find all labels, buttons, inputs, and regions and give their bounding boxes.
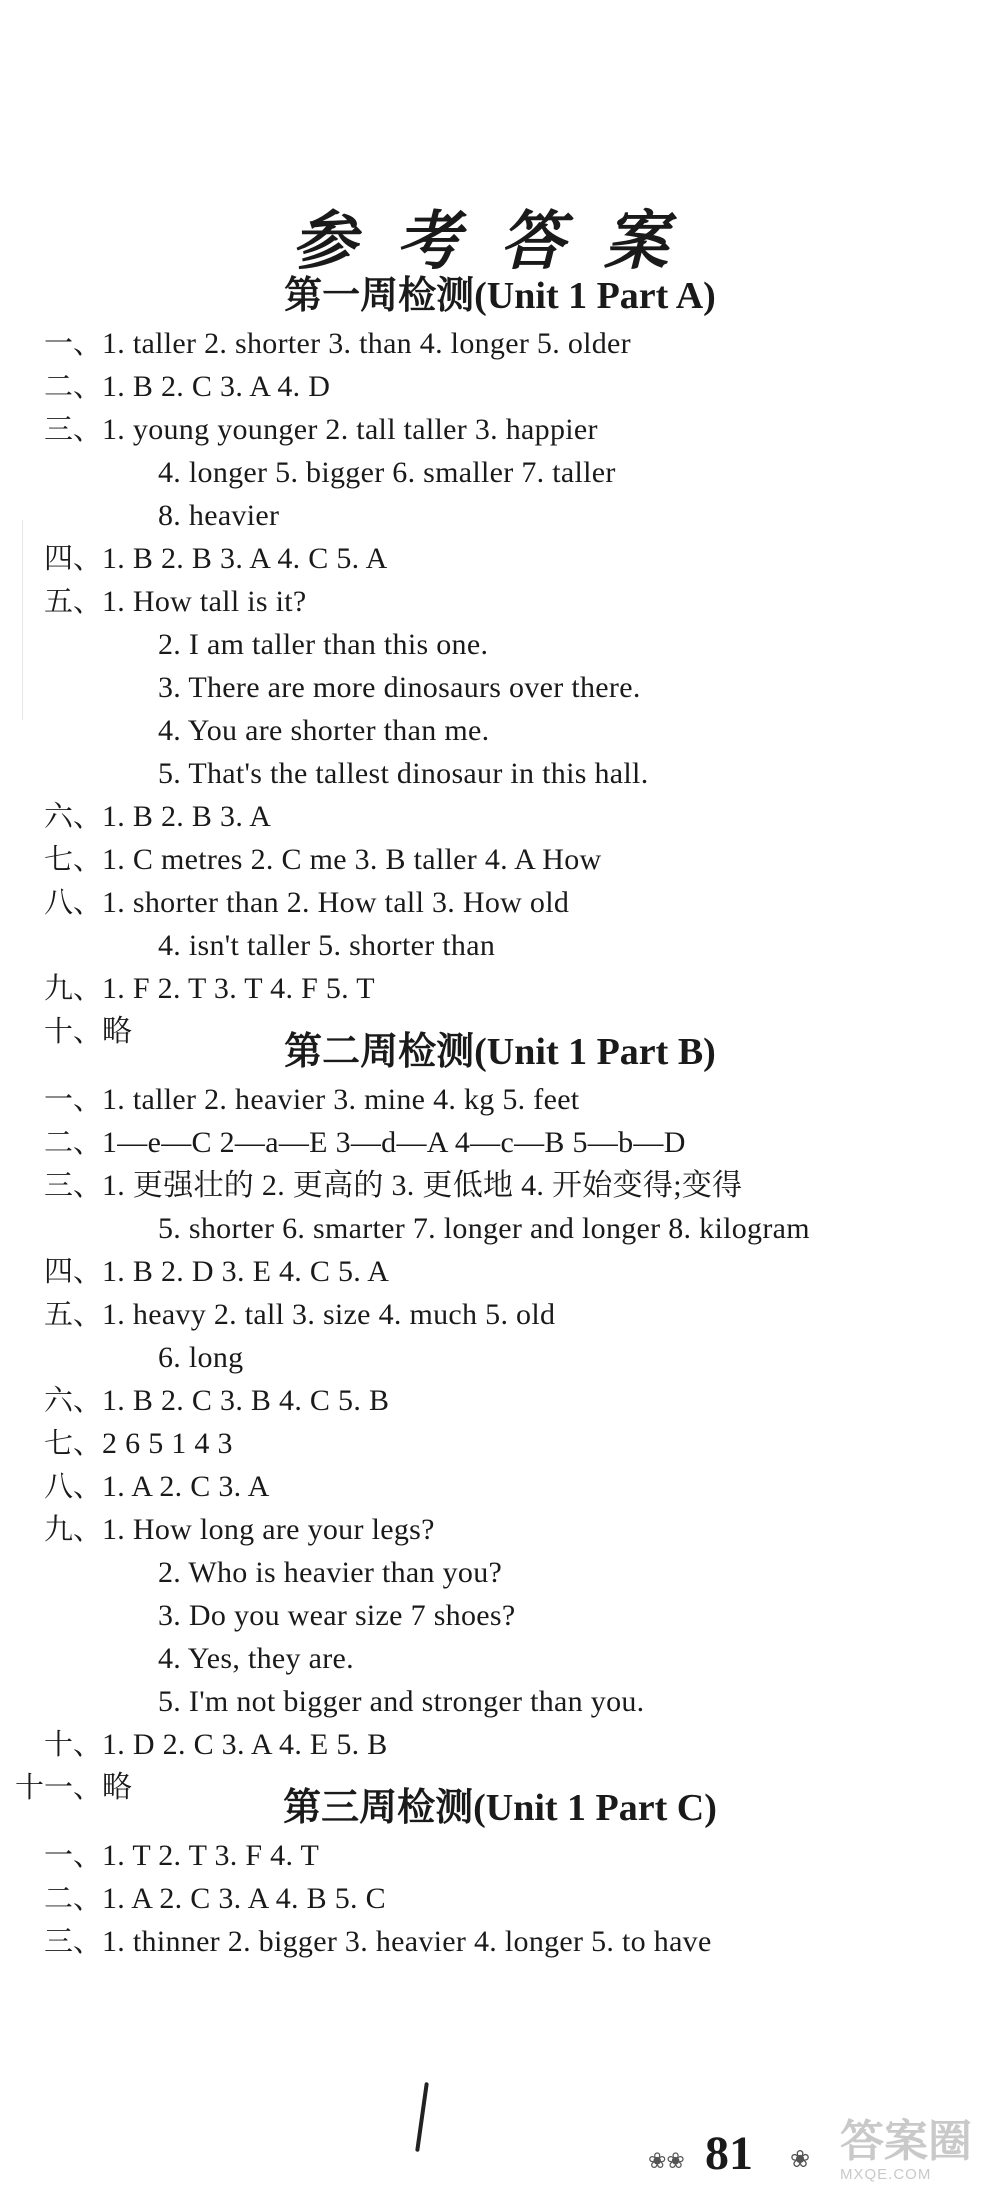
answer-line <box>0 881 1000 924</box>
answer-line <box>0 1465 1000 1508</box>
answer-line <box>0 666 1000 709</box>
section-week-2 <box>0 1026 1000 1809</box>
question-number: 三、 <box>43 1924 102 1958</box>
answer-line <box>0 795 1000 838</box>
answer-line <box>0 1920 1000 1963</box>
answer-text: 4. longer 5. bigger 6. smaller 7. taller <box>158 456 616 489</box>
watermark <box>840 2118 990 2194</box>
section-heading: 第三周检测(Unit 1 Part C) <box>283 1787 717 1829</box>
question-number: 五、 <box>43 1297 102 1331</box>
answer-line <box>0 1551 1000 1594</box>
answer-text: 1—e—C 2—a—E 3—d—A 4—c—B 5—b—D <box>102 1126 686 1159</box>
question-number: 十、 <box>43 1014 102 1048</box>
answer-line <box>0 623 1000 666</box>
section-heading: 第一周检测(Unit 1 Part A) <box>284 275 716 317</box>
answer-text: 1. taller 2. heavier 3. mine 4. kg 5. feet <box>102 1083 580 1116</box>
question-number: 八、 <box>43 885 102 919</box>
question-number: 三、 <box>43 412 102 446</box>
answer-text: 5. shorter 6. smarter 7. longer and longer 8. kilogram <box>158 1212 810 1245</box>
question-number: 一、 <box>43 1838 102 1872</box>
answer-line <box>0 752 1000 795</box>
question-number: 六、 <box>43 799 102 833</box>
answer-line <box>0 408 1000 451</box>
answer-text: 1. B 2. B 3. A 4. C 5. A <box>102 542 388 575</box>
answer-line <box>0 494 1000 537</box>
answer-line <box>0 1422 1000 1465</box>
decoration-right-icon: ❀ <box>790 2147 811 2173</box>
answer-line <box>0 537 1000 580</box>
question-number: 三、 <box>43 1168 102 1202</box>
question-number: 六、 <box>43 1383 102 1417</box>
question-number: 五、 <box>43 584 102 618</box>
question-number: 二、 <box>43 1125 102 1159</box>
answer-text: 1. D 2. C 3. A 4. E 5. B <box>102 1728 388 1761</box>
answer-line <box>0 1078 1000 1121</box>
answer-line <box>0 1207 1000 1250</box>
answer-text: 1. heavy 2. tall 3. size 4. much 5. old <box>102 1298 556 1331</box>
answer-line <box>0 1637 1000 1680</box>
watermark-logo-text: 答案圈 <box>840 2117 972 2166</box>
answer-line <box>0 580 1000 623</box>
answer-line <box>0 1164 1000 1207</box>
answer-text: 1. A 2. C 3. A <box>102 1470 270 1503</box>
answer-text: 1. How tall is it? <box>102 585 307 618</box>
question-number: 七、 <box>43 1426 102 1460</box>
answer-text: 1. B 2. D 3. E 4. C 5. A <box>102 1255 390 1288</box>
question-number: 一、 <box>43 326 102 360</box>
answer-text: 6. long <box>158 1341 244 1374</box>
answer-line <box>0 1723 1000 1766</box>
answer-text: 4. isn't taller 5. shorter than <box>158 929 496 962</box>
answer-line <box>0 365 1000 408</box>
answer-text: 2 6 5 1 4 3 <box>102 1427 233 1460</box>
answer-text: 1. young younger 2. tall taller 3. happier <box>102 413 598 446</box>
answer-text: 1. How long are your legs? <box>102 1513 435 1546</box>
answer-text: 1. F 2. T 3. T 4. F 5. T <box>102 972 375 1005</box>
answer-text: 1. B 2. C 3. A 4. D <box>102 370 331 403</box>
question-number: 八、 <box>43 1469 102 1503</box>
answer-line <box>0 1680 1000 1723</box>
answer-text: 3. Do you wear size 7 shoes? <box>158 1599 516 1632</box>
answer-line <box>0 838 1000 881</box>
answer-line <box>0 1336 1000 1379</box>
answer-line <box>0 1250 1000 1293</box>
answer-text: 4. You are shorter than me. <box>158 714 490 747</box>
answer-text: 8. heavier <box>158 499 280 532</box>
decoration-left-icon: ❀❀ <box>648 2148 685 2173</box>
question-number: 四、 <box>43 541 102 575</box>
section-week-3 <box>0 1782 1000 1963</box>
answer-text: 1. C metres 2. C me 3. B taller 4. A How <box>102 843 602 876</box>
answer-text: 4. Yes, they are. <box>158 1642 354 1675</box>
page-number: 81 <box>705 2127 753 2180</box>
answer-text: 2. I am taller than this one. <box>158 628 489 661</box>
answer-line <box>0 1834 1000 1877</box>
answer-line <box>0 1508 1000 1551</box>
answer-text: 1. T 2. T 3. F 4. T <box>102 1839 320 1872</box>
question-number: 十、 <box>43 1727 102 1761</box>
question-number: 九、 <box>43 1512 102 1546</box>
answer-text: 5. That's the tallest dinosaur in this hall. <box>158 757 649 790</box>
answer-text: 1. taller 2. shorter 3. than 4. longer 5. older <box>102 327 631 360</box>
answer-line <box>0 1877 1000 1920</box>
answer-text: 略 <box>102 1771 133 1804</box>
page-title: 参考答案 <box>292 204 708 279</box>
answer-line <box>0 322 1000 365</box>
answer-line <box>0 451 1000 494</box>
answer-text: 5. I'm not bigger and stronger than you. <box>158 1685 645 1718</box>
answer-text: 1. A 2. C 3. A 4. B 5. C <box>102 1882 386 1915</box>
watermark-url: MXQE.COM <box>840 2166 932 2183</box>
answer-text: 1. shorter than 2. How tall 3. How old <box>102 886 570 919</box>
answer-line <box>0 1293 1000 1336</box>
section-heading: 第二周检测(Unit 1 Part B) <box>284 1031 716 1073</box>
question-number: 一、 <box>43 1082 102 1116</box>
answer-text: 1. 更强壮的 2. 更高的 3. 更低地 4. 开始变得;变得 <box>102 1169 743 1202</box>
answer-text: 3. There are more dinosaurs over there. <box>158 671 641 704</box>
answer-line <box>0 1594 1000 1637</box>
answer-line <box>0 967 1000 1010</box>
answer-line <box>0 709 1000 752</box>
answer-line <box>0 924 1000 967</box>
answer-text: 1. B 2. C 3. B 4. C 5. B <box>102 1384 390 1417</box>
answer-line <box>0 1379 1000 1422</box>
question-number: 九、 <box>43 971 102 1005</box>
answer-text: 1. B 2. B 3. A <box>102 800 272 833</box>
answer-text: 略 <box>102 1015 133 1048</box>
question-number: 四、 <box>43 1254 102 1288</box>
question-number: 七、 <box>43 842 102 876</box>
answer-line <box>0 1121 1000 1164</box>
question-number: 二、 <box>43 369 102 403</box>
pen-mark <box>415 2082 429 2152</box>
answer-text: 2. Who is heavier than you? <box>158 1556 503 1589</box>
section-week-1 <box>0 270 1000 1053</box>
question-number: 十一、 <box>14 1770 102 1804</box>
question-number: 二、 <box>43 1881 102 1915</box>
answer-text: 1. thinner 2. bigger 3. heavier 4. longer 5. to have <box>102 1925 712 1958</box>
